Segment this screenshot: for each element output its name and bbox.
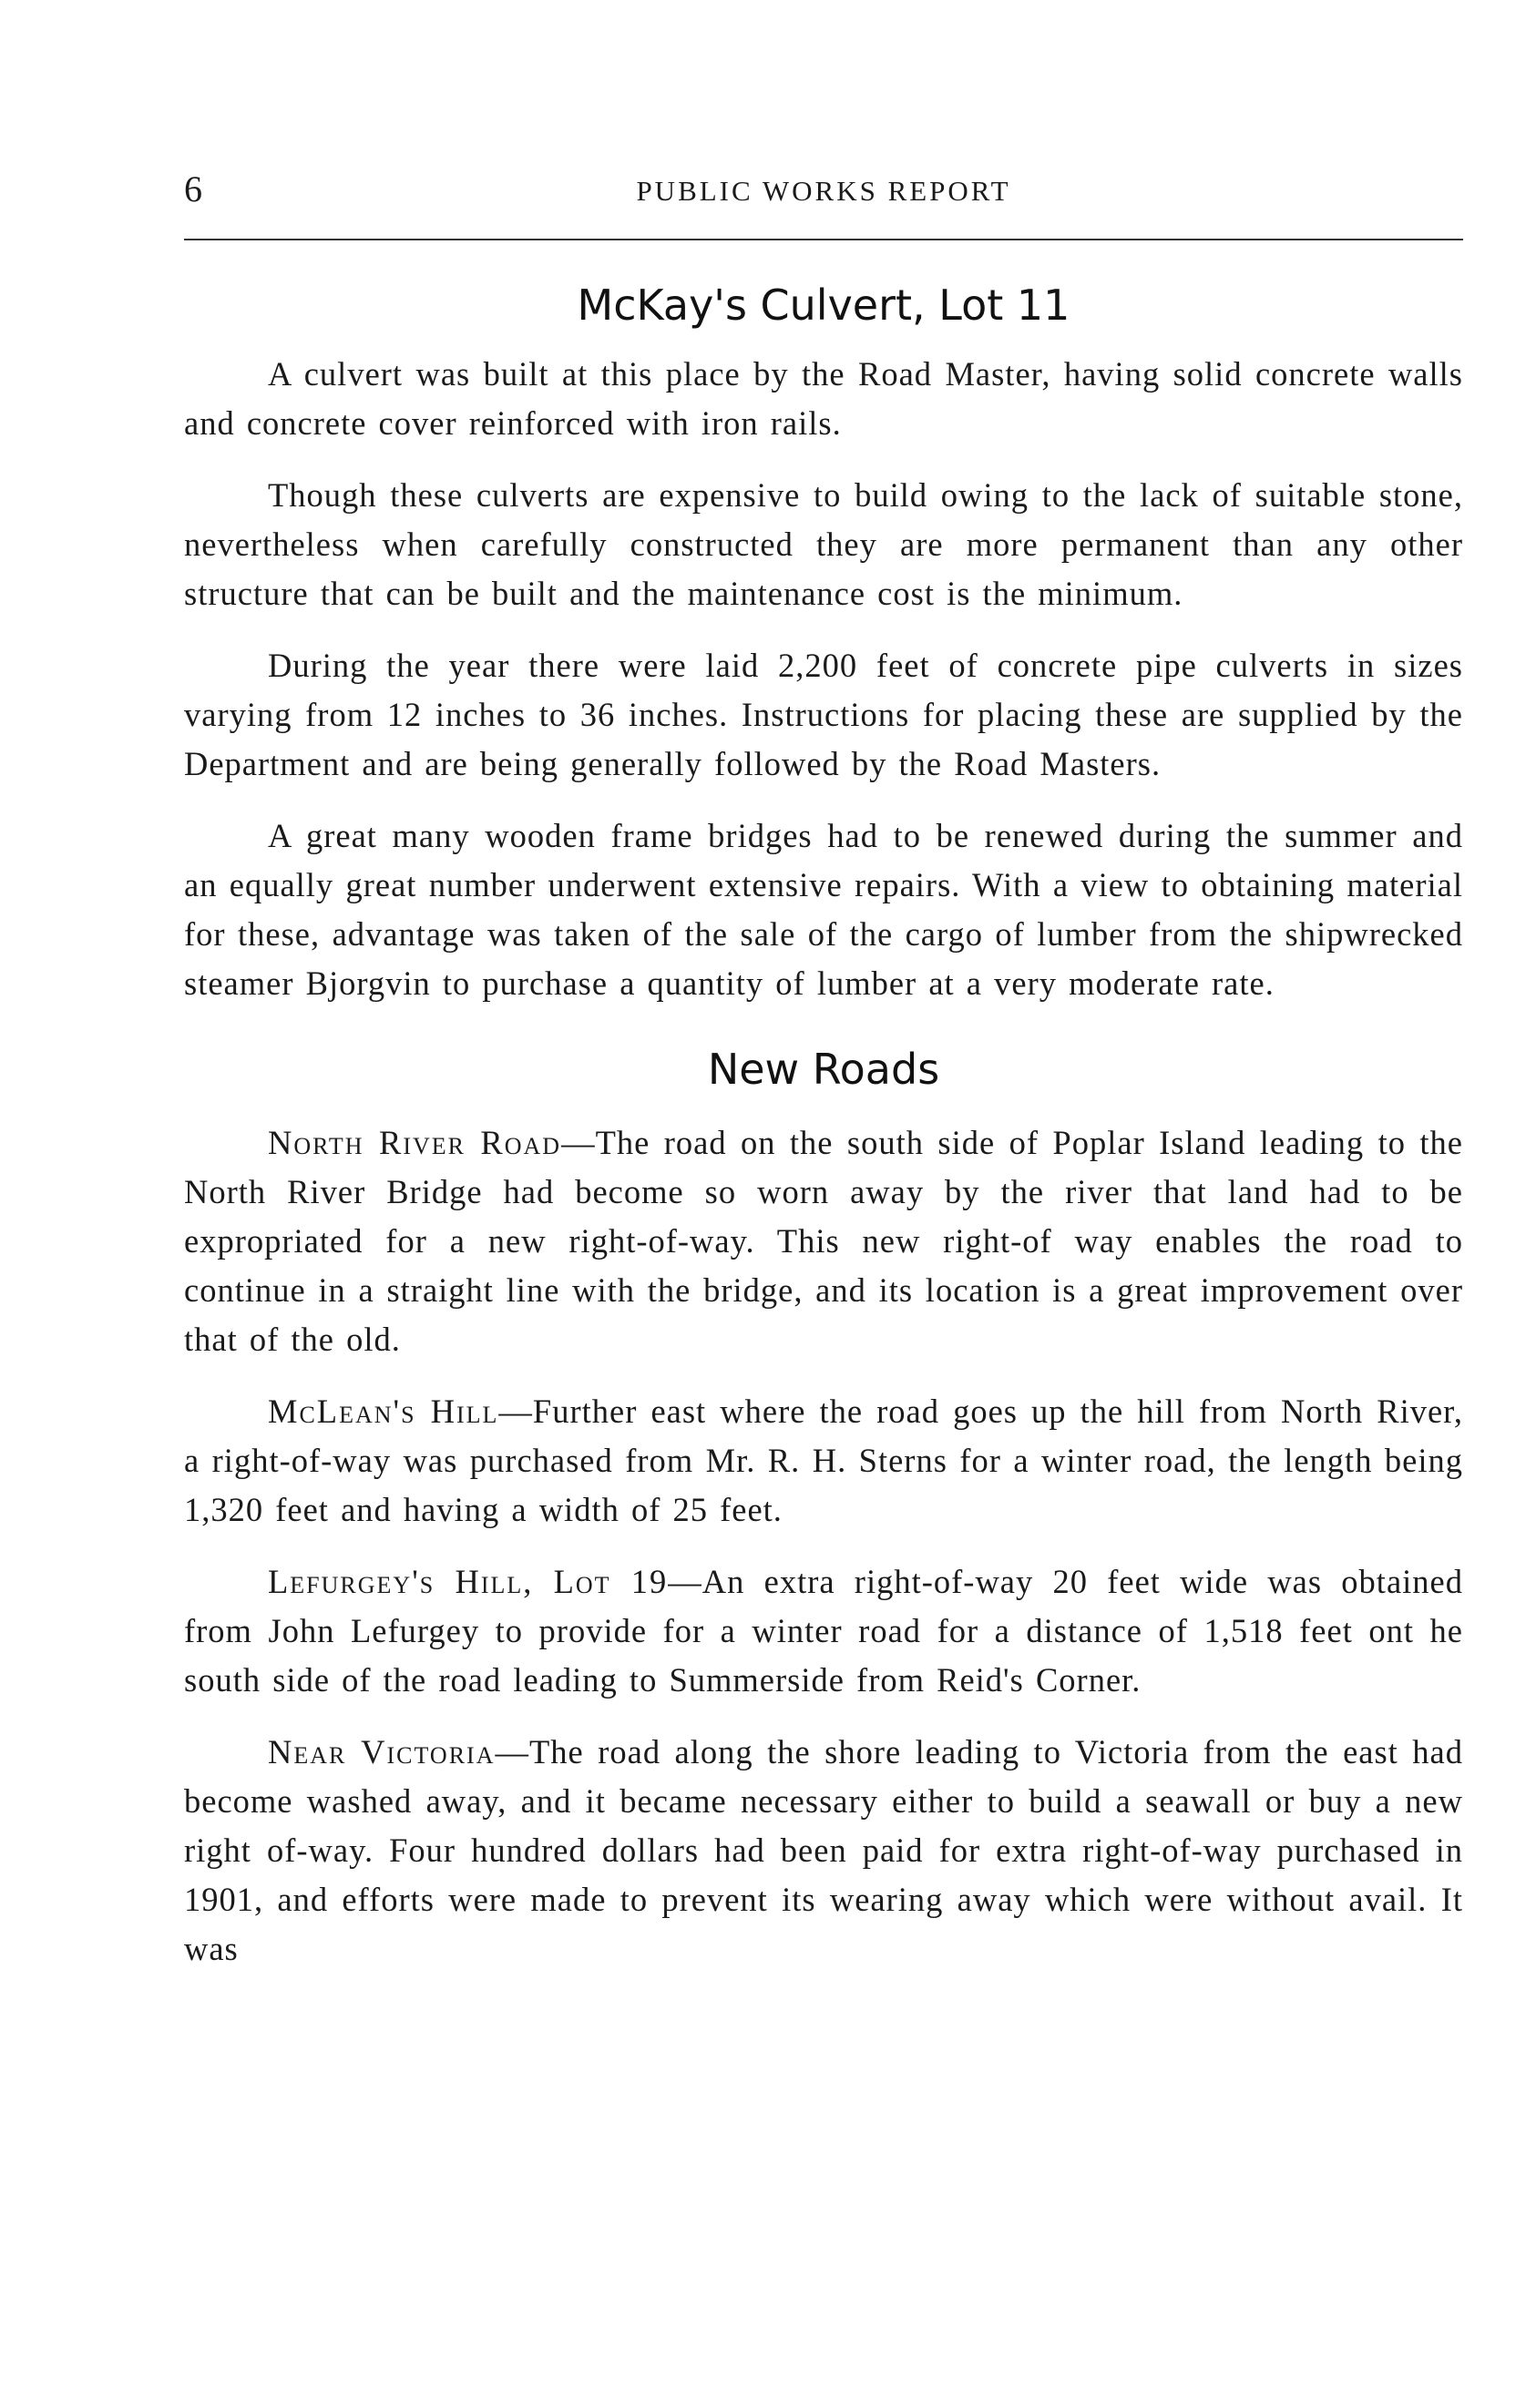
entry-lefurgeys-hill bbox=[184, 1557, 1463, 1705]
paragraph-pipe-culverts: During the year there were laid 2,200 feet of concrete pipe culverts in sizes varying from 12 inches to 36 inches. Instructions for placing these are supplied by the Department and are being generally followed by the Road Masters. bbox=[184, 647, 1463, 782]
entry-lead-near-victoria: Near Victoria bbox=[268, 1733, 496, 1770]
entry-text-mcleans-hill: —Further east where the road goes up the hill from North River, a right-of-way was purchased from Mr. R. H. Sterns for a winter road, the length being 1,320 feet and having a width of 25 feet. bbox=[184, 1393, 1464, 1528]
entry-lead-lefurgeys-hill: Lefurgey's Hill, Lot 19 bbox=[268, 1563, 669, 1600]
entry-lead-mcleans-hill: McLean's Hill bbox=[268, 1393, 499, 1430]
entry-text-near-victoria: —The road along the shore leading to Victoria from the east had become washed away, and it became necessary either to build a seawall or buy a new right of-way. Four hundred dollars had been paid for extra right-of-way purchased in 1901, and efforts were made to prevent its wearing away which were without avail. It was bbox=[184, 1733, 1463, 1967]
entry-lead-north-river-road: North River Road bbox=[268, 1124, 562, 1161]
header-rule bbox=[184, 239, 1463, 240]
section-heading-mckays-culvert: McKay's Culvert, Lot 11 bbox=[577, 281, 1070, 330]
page-number: 6 bbox=[184, 168, 202, 209]
entry-text-north-river-road: —The road on the south side of Poplar Island leading to the North River Bridge had become so worn away by the river that land had to be expropriated for a new right-of-way. This new right-of way enables the road to continue in a straight line with the bridge, and its location is a great improvement over that of the old. bbox=[184, 1124, 1463, 1358]
paragraph-culvert-built: A culvert was built at this place by the Road Master, having solid concrete walls and concrete cover reinforced with iron rails. bbox=[184, 355, 1463, 442]
paragraph-culvert-cost: Though these culverts are expensive to build owing to the lack of suitable stone, nevertheless when carefully constructed they are more permanent than any other structure that can be built and the maintenance cost is the minimum. bbox=[184, 476, 1463, 612]
body-text bbox=[184, 266, 1463, 1996]
entry-text-lefurgeys-hill: —An extra right-of-way 20 feet wide was obtained from John Lefurgey to provide for a winter road for a distance of 1,518 feet ont he south side of the road leading to Summerside from Reid's Corner. bbox=[184, 1563, 1463, 1699]
entry-north-river-road bbox=[184, 1118, 1463, 1364]
section-heading-new-roads: New Roads bbox=[707, 1045, 940, 1094]
entry-mcleans-hill bbox=[184, 1387, 1463, 1535]
running-head bbox=[184, 162, 1463, 217]
paragraph-wooden-bridges: A great many wooden frame bridges had to be renewed during the summer and an equally great number underwent extensive repairs. With a view to obtaining material for these, advantage was taken of the sale of the cargo of lumber from the shipwrecked steamer Bjorgvin to purchase a quantity of lumber at a very moderate rate. bbox=[184, 817, 1463, 1002]
entry-near-victoria bbox=[184, 1728, 1463, 1974]
running-title: PUBLIC WORKS REPORT bbox=[636, 175, 1011, 207]
